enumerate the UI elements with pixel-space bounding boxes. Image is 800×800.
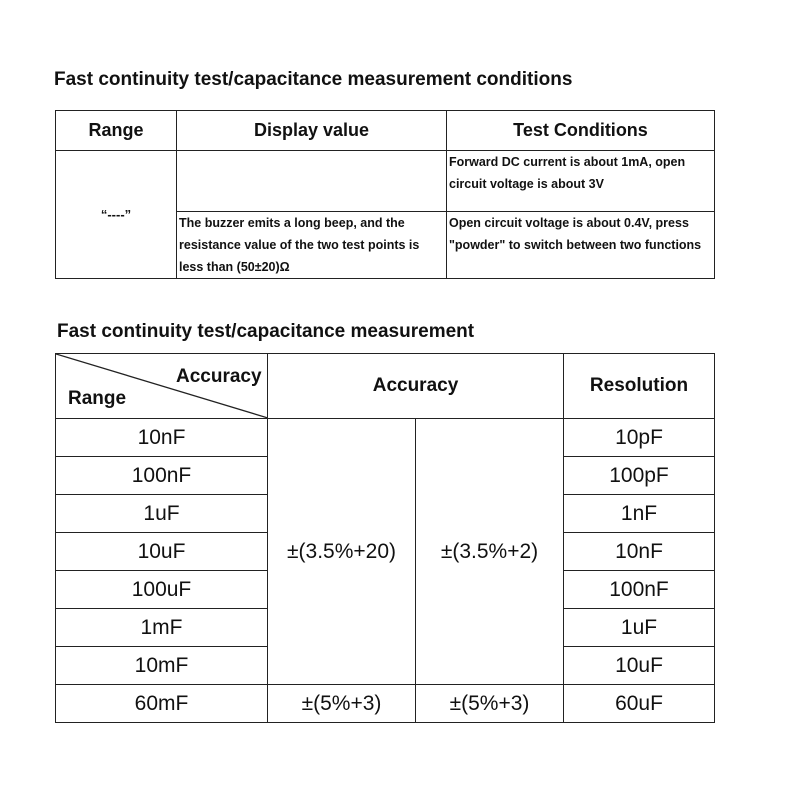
range-cell: 1mF (56, 609, 268, 647)
table2-title: Fast continuity test/capacitance measurement (57, 321, 475, 342)
display-value-2: The buzzer emits a long beep, and the resistance value of the two test points is less than (50±20)Ω (177, 212, 447, 279)
resolution-cell: 1nF (564, 495, 715, 533)
accuracy-merged-a: ±(3.5%+20) (268, 419, 416, 685)
accuracy-table (55, 353, 715, 723)
resolution-cell: 100pF (564, 457, 715, 495)
resolution-cell: 100nF (564, 571, 715, 609)
resolution-cell: 10uF (564, 647, 715, 685)
header-display-value: Display value (177, 111, 447, 151)
resolution-cell: 1uF (564, 609, 715, 647)
header-range: Range (56, 111, 177, 151)
resolution-cell: 10nF (564, 533, 715, 571)
conditions-table (55, 110, 715, 279)
range-cell: 100uF (56, 571, 268, 609)
test-condition-2: Open circuit voltage is about 0.4V, press "powder" to switch between two functions (447, 212, 715, 279)
range-cell: 10mF (56, 647, 268, 685)
header-resolution: Resolution (564, 354, 715, 419)
range-cell: 10uF (56, 533, 268, 571)
table1-title: Fast continuity test/capacitance measurement conditions (54, 69, 573, 90)
diagonal-header-cell (56, 354, 268, 419)
diag-accuracy-label: Accuracy (176, 366, 262, 387)
accuracy-cell-b: ±(5%+3) (416, 685, 564, 723)
diag-range-label: Range (68, 388, 127, 409)
header-test-conditions: Test Conditions (447, 111, 715, 151)
display-value-1 (177, 151, 447, 212)
range-value: “----” (56, 151, 177, 279)
range-cell: 60mF (56, 685, 268, 723)
resolution-cell: 60uF (564, 685, 715, 723)
range-cell: 1uF (56, 495, 268, 533)
range-cell: 100nF (56, 457, 268, 495)
accuracy-cell-a: ±(5%+3) (268, 685, 416, 723)
resolution-cell: 10pF (564, 419, 715, 457)
test-condition-1: Forward DC current is about 1mA, open circuit voltage is about 3V (447, 151, 715, 212)
accuracy-merged-b: ±(3.5%+2) (416, 419, 564, 685)
header-accuracy: Accuracy (268, 354, 564, 419)
range-cell: 10nF (56, 419, 268, 457)
